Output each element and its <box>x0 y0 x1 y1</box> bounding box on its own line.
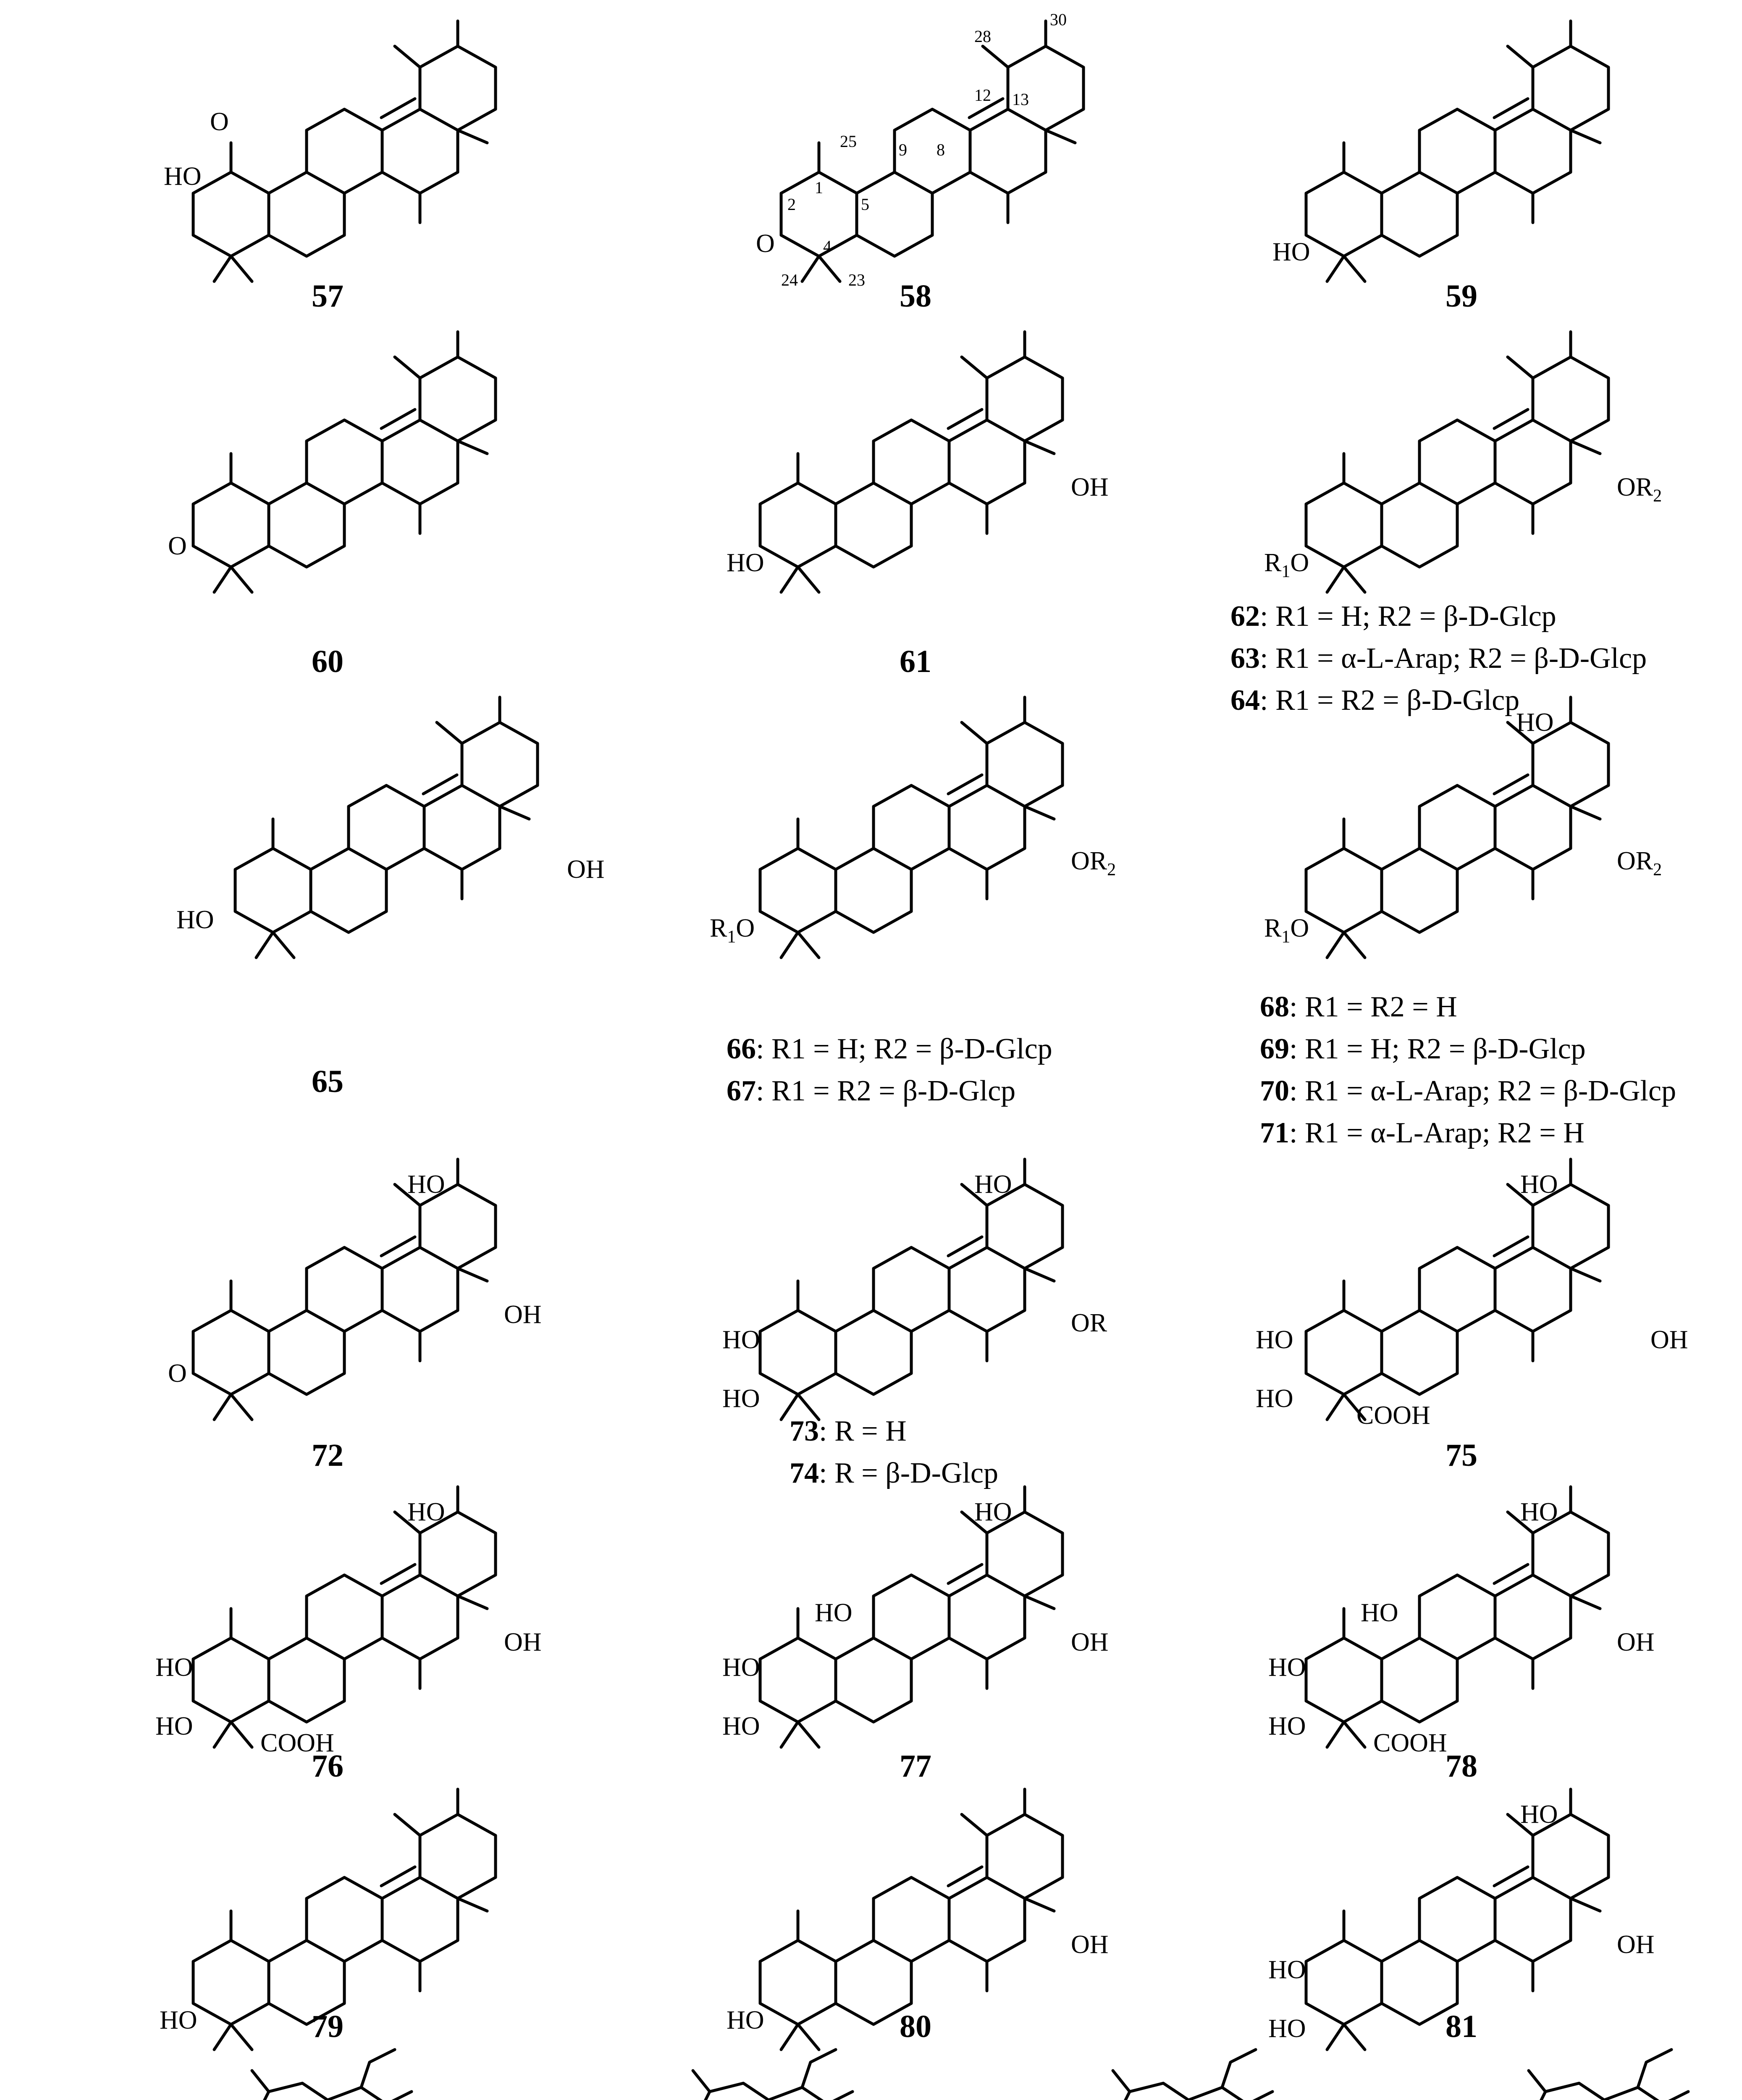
atom-label: OH <box>1617 1628 1655 1656</box>
carbon-number: 2 <box>787 195 796 214</box>
structure-86 <box>1306 2050 1688 2100</box>
carbon-number: 8 <box>937 140 945 159</box>
structure-84 <box>462 2050 853 2100</box>
atom-label: COOH <box>260 1729 334 1757</box>
structure-72 <box>168 1159 542 1420</box>
compound-id: 61 <box>900 644 931 679</box>
structure-76 <box>155 1487 542 1757</box>
caption-70: 70: R1 = α-L-Arap; R2 = β-D-Glcp <box>1260 1075 1676 1107</box>
caption-66: 66: R1 = H; R2 = β-D-Glcp <box>727 1033 1052 1065</box>
caption-63: 63: R1 = α-L-Arap; R2 = β-D-Glcp <box>1230 642 1647 675</box>
structure-82 <box>29 2050 412 2100</box>
caption-71: 71: R1 = α-L-Arap; R2 = H <box>1260 1117 1585 1149</box>
atom-label: HO <box>407 1498 445 1526</box>
compound-id: 57 <box>312 278 344 314</box>
atom-label: O <box>756 229 775 258</box>
atom-label: $R_1O$ <box>1264 914 1309 947</box>
carbon-number: 24 <box>781 270 798 289</box>
caption-62: 62: R1 = H; R2 = β-D-Glcp <box>1230 600 1556 633</box>
compound-id: 72 <box>312 1438 344 1473</box>
atom-label: $R_1O$ <box>710 914 755 947</box>
atom-label: HO <box>1272 238 1310 266</box>
atom-label: OH <box>567 855 605 884</box>
structure-61 <box>727 332 1109 592</box>
atom-label: OH <box>504 1300 542 1329</box>
atom-label: OH <box>1071 1628 1109 1656</box>
atom-label: HO <box>815 1599 853 1627</box>
atom-label: HO <box>1268 1712 1306 1740</box>
atom-label: HO <box>155 1712 193 1740</box>
carbon-number: 23 <box>848 270 865 289</box>
atom-label: O <box>168 532 187 560</box>
structure-62 <box>1264 332 1662 592</box>
structure-57 <box>164 21 496 281</box>
compound-id: 77 <box>900 1748 931 1784</box>
carbon-number: 1 <box>815 178 823 197</box>
atom-label: O <box>210 108 229 136</box>
structure-59 <box>1272 21 1608 281</box>
atom-label: $OR_2$ <box>1071 847 1116 879</box>
atom-label: HO <box>1256 1326 1293 1354</box>
atom-label: HO <box>1520 1170 1558 1199</box>
atom-label: HO <box>974 1498 1012 1526</box>
atom-label: HO <box>1268 1956 1306 1984</box>
atom-label: HO <box>974 1170 1012 1199</box>
compound-id: 81 <box>1446 2009 1477 2044</box>
caption-67: 67: R1 = R2 = β-D-Glcp <box>727 1075 1016 1107</box>
atom-label: O <box>168 1359 187 1388</box>
atom-label: HO <box>155 1653 193 1682</box>
atom-label: HO <box>1520 1800 1558 1829</box>
atom-label: HO <box>1361 1599 1398 1627</box>
carbon-number: 12 <box>974 86 991 105</box>
compound-id: 58 <box>900 278 931 314</box>
structure-65 <box>176 697 605 958</box>
atom-label: HO <box>722 1653 760 1682</box>
caption-64: 64: R1 = R2 = β-D-Glcp <box>1230 684 1520 717</box>
compound-id: 60 <box>312 644 344 679</box>
structure-77 <box>722 1487 1109 1747</box>
carbon-number: 5 <box>861 195 869 214</box>
compound-id: 59 <box>1446 278 1477 314</box>
atom-label: HO <box>1520 1498 1558 1526</box>
carbon-number: 30 <box>1050 10 1067 29</box>
caption-73: 73: R = H <box>790 1415 907 1447</box>
atom-label: $OR_2$ <box>1617 847 1662 879</box>
caption-69: 69: R1 = H; R2 = β-D-Glcp <box>1260 1033 1586 1065</box>
carbon-number: 25 <box>840 132 857 151</box>
carbon-number: 4 <box>823 237 832 256</box>
atom-label: HO <box>176 906 214 934</box>
caption-74: 74: R = β-D-Glcp <box>790 1457 998 1489</box>
compound-id: 65 <box>312 1064 344 1099</box>
atom-label: HO <box>722 1712 760 1740</box>
compound-id: 76 <box>312 1748 344 1784</box>
atom-label: HO <box>1516 708 1554 737</box>
structure-68 <box>1264 697 1662 958</box>
atom-label: COOH <box>1356 1401 1430 1430</box>
compound-id: 78 <box>1446 1748 1477 1784</box>
atom-label: HO <box>1268 2014 1306 2043</box>
caption-68: 68: R1 = R2 = H <box>1260 991 1457 1023</box>
structure-73 <box>722 1159 1107 1420</box>
structure-60 <box>168 332 496 592</box>
carbon-number: 28 <box>974 27 991 46</box>
structure-78 <box>1268 1487 1655 1757</box>
atom-label: OH <box>504 1628 542 1656</box>
atom-label: HO <box>164 162 202 191</box>
atom-label: HO <box>407 1170 445 1199</box>
compound-id: 75 <box>1446 1438 1477 1473</box>
atom-label: HO <box>160 2006 197 2034</box>
atom-label: HO <box>722 1384 760 1413</box>
structure-66 <box>710 697 1116 958</box>
atom-label: OR <box>1071 1309 1107 1337</box>
atom-label: HO <box>1268 1653 1306 1682</box>
atom-label: OH <box>1650 1326 1688 1354</box>
carbon-number: 9 <box>899 140 907 159</box>
atom-label: HO <box>727 549 764 577</box>
compound-id: 79 <box>312 2009 344 2044</box>
structure-85 <box>911 2050 1272 2100</box>
atom-label: HO <box>727 2006 764 2034</box>
structure-58 <box>756 10 1084 289</box>
atom-label: OH <box>1617 1930 1655 1959</box>
atom-label: COOH <box>1373 1729 1447 1757</box>
atom-label: $R_1O$ <box>1264 549 1309 581</box>
atom-label: HO <box>1256 1384 1293 1413</box>
atom-label: OH <box>1071 473 1109 501</box>
atom-label: OH <box>1071 1930 1109 1959</box>
compound-id: 80 <box>900 2009 931 2044</box>
atom-label: HO <box>722 1326 760 1354</box>
carbon-number: 13 <box>1012 90 1029 109</box>
structure-75 <box>1256 1159 1688 1430</box>
atom-label: $OR_2$ <box>1617 473 1662 506</box>
